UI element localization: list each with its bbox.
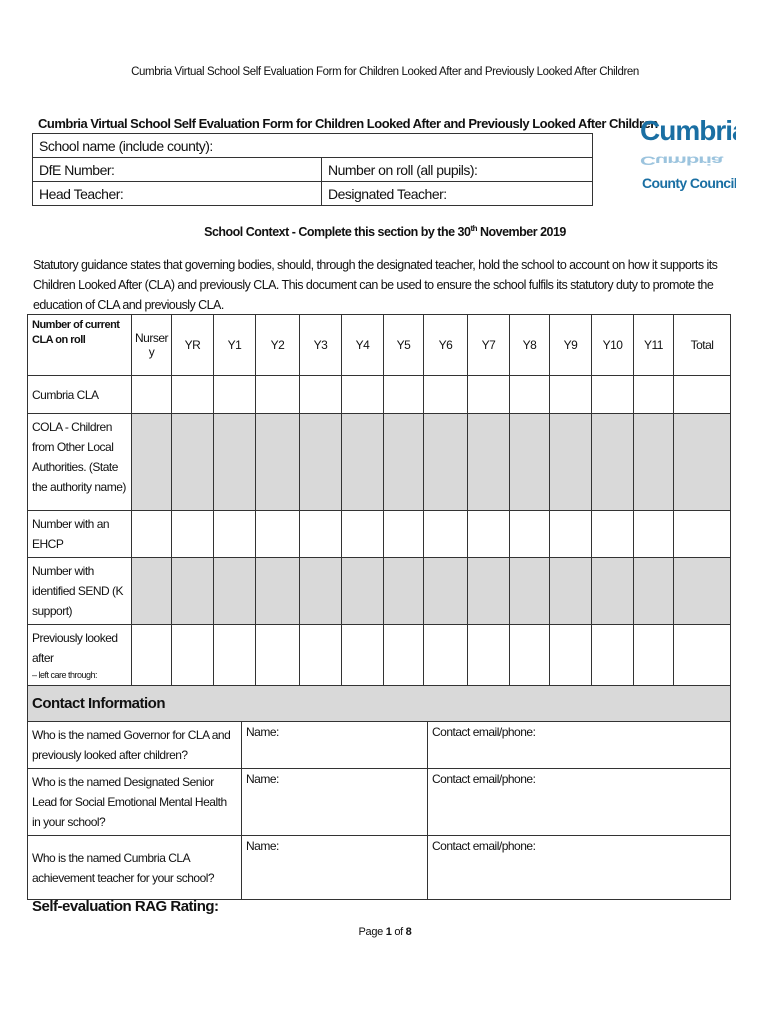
table-cell[interactable] [214, 511, 256, 558]
table-cell[interactable] [674, 558, 731, 625]
school-name-field[interactable]: School name (include county): [33, 134, 593, 158]
school-context-heading [0, 224, 770, 239]
contact-information-heading: Contact Information [28, 686, 731, 722]
table-cell[interactable] [634, 558, 674, 625]
table-cell[interactable] [342, 511, 384, 558]
table-cell[interactable] [214, 414, 256, 511]
governor-contact-field[interactable]: Contact email/phone: [428, 722, 731, 769]
row-label-send: Number with identified SEND (K support) [28, 558, 132, 625]
table-cell[interactable] [214, 376, 256, 414]
col-header: Y6 [424, 315, 468, 376]
table-cell[interactable] [550, 558, 592, 625]
col-header: Y7 [468, 315, 510, 376]
logo-reflection: Cumbria [640, 153, 723, 168]
table-cell[interactable] [214, 558, 256, 625]
dfe-number-field[interactable]: DfE Number: [33, 158, 322, 182]
table-cell[interactable] [132, 558, 172, 625]
logo-subtitle: County Council [642, 175, 736, 191]
table-cell[interactable] [550, 414, 592, 511]
running-header: Cumbria Virtual School Self Evaluation Form for Children Looked After and Previously Looked After Children [131, 66, 639, 78]
table-cell[interactable] [172, 376, 214, 414]
table-cell[interactable] [256, 511, 300, 558]
table-cell[interactable] [384, 558, 424, 625]
table-cell[interactable] [634, 511, 674, 558]
col-header: YR [172, 315, 214, 376]
table-cell[interactable] [424, 558, 468, 625]
table-cell[interactable] [550, 511, 592, 558]
col-header: Y11 [634, 315, 674, 376]
row-ehcp [28, 511, 731, 558]
table-cell[interactable] [132, 376, 172, 414]
table-cell[interactable] [342, 414, 384, 511]
table-cell[interactable] [592, 414, 634, 511]
table-cell[interactable] [634, 376, 674, 414]
number-on-roll-field[interactable]: Number on roll (all pupils): [322, 158, 593, 182]
achievement-teacher-contact-field[interactable]: Contact email/phone: [428, 836, 731, 900]
achievement-teacher-name-field[interactable]: Name: [242, 836, 428, 900]
col-header: Y2 [256, 315, 300, 376]
table-cell[interactable] [424, 376, 468, 414]
roll-table-header-row [28, 315, 731, 376]
plac-main-label: Previously looked after [32, 631, 118, 665]
table-cell[interactable] [510, 511, 550, 558]
col-header: Y9 [550, 315, 592, 376]
question-dsl-semh: Who is the named Designated Senior Lead for Social Emotional Mental Health in your school? [28, 769, 242, 836]
table-cell[interactable] [172, 558, 214, 625]
row-label-cola: COLA - Children from Other Local Authorities. (State the authority name) [28, 414, 132, 511]
col-header: Y1 [214, 315, 256, 376]
row-label-ehcp: Number with an EHCP [28, 511, 132, 558]
table-cell[interactable] [674, 376, 731, 414]
cla-roll-table [27, 314, 731, 700]
row-cola [28, 414, 731, 511]
governor-name-field[interactable]: Name: [242, 722, 428, 769]
col-header: Y10 [592, 315, 634, 376]
question-governor: Who is the named Governor for CLA and previously looked after children? [28, 722, 242, 769]
table-cell[interactable] [384, 414, 424, 511]
row-send [28, 558, 731, 625]
table-cell[interactable] [510, 376, 550, 414]
table-cell[interactable] [132, 511, 172, 558]
table-cell[interactable] [172, 511, 214, 558]
table-cell[interactable] [342, 376, 384, 414]
form-title: Cumbria Virtual School Self Evaluation Form for Children Looked After and Previously Looked After Children [38, 116, 658, 131]
table-cell[interactable] [468, 414, 510, 511]
table-cell[interactable] [674, 414, 731, 511]
table-cell[interactable] [172, 414, 214, 511]
page-current: 1 [385, 926, 392, 938]
table-cell[interactable] [424, 414, 468, 511]
table-cell[interactable] [510, 414, 550, 511]
contact-row-achievement-teacher [28, 836, 731, 900]
table-cell[interactable] [592, 558, 634, 625]
statutory-guidance-text: Statutory guidance states that governing bodies, should, through the designated teacher, hold the school to account on how it supports its Children Looked After (CLA) and previously CLA. This document can be used to ensure the school fulfils its statutory duty to promote the education of CLA and previously CLA. [33, 258, 718, 312]
roll-header-label: Number of current CLA on roll [28, 315, 132, 376]
contact-row-governor [28, 722, 731, 769]
col-header: Y8 [510, 315, 550, 376]
col-header: Y5 [384, 315, 424, 376]
table-cell[interactable] [256, 376, 300, 414]
table-cell[interactable] [468, 511, 510, 558]
table-cell[interactable] [468, 376, 510, 414]
table-cell[interactable] [300, 414, 342, 511]
col-header: Total [674, 315, 731, 376]
col-header: Nursery [132, 315, 172, 376]
table-cell[interactable] [384, 376, 424, 414]
table-cell[interactable] [550, 376, 592, 414]
page-of: of [391, 926, 406, 938]
table-cell[interactable] [674, 511, 731, 558]
table-cell[interactable] [592, 376, 634, 414]
school-info-table [32, 133, 593, 206]
contact-information-table [27, 685, 731, 900]
table-cell[interactable] [634, 414, 674, 511]
row-label-cumbria-cla: Cumbria CLA [28, 376, 132, 414]
col-header: Y3 [300, 315, 342, 376]
table-cell[interactable] [592, 511, 634, 558]
page-prefix: Page [358, 926, 386, 938]
table-cell[interactable] [300, 558, 342, 625]
table-cell[interactable] [132, 414, 172, 511]
page-number [0, 926, 770, 938]
dsl-contact-field[interactable]: Contact email/phone: [428, 769, 731, 836]
page-total: 8 [405, 926, 412, 938]
cumbria-county-council-logo [636, 108, 736, 198]
row-cumbria-cla [28, 376, 731, 414]
table-cell[interactable] [256, 414, 300, 511]
table-cell[interactable] [256, 558, 300, 625]
contact-row-dsl-semh [28, 769, 731, 836]
rag-rating-heading: Self-evaluation RAG Rating: [32, 898, 219, 915]
context-heading-date: November 2019 [477, 225, 566, 240]
table-cell[interactable] [468, 558, 510, 625]
context-heading-sup: th [470, 224, 477, 233]
question-achievement-teacher: Who is the named Cumbria CLA achievement teacher for your school? [28, 836, 242, 900]
table-cell[interactable] [424, 511, 468, 558]
logo-graphic [636, 108, 736, 198]
head-teacher-field[interactable]: Head Teacher: [33, 182, 322, 206]
dsl-name-field[interactable]: Name: [242, 769, 428, 836]
table-cell[interactable] [384, 511, 424, 558]
table-cell[interactable] [510, 558, 550, 625]
logo-wordmark: Cumbria [640, 115, 736, 146]
plac-detail-label: – left care through: [32, 670, 98, 680]
col-header: Y4 [342, 315, 384, 376]
designated-teacher-field[interactable]: Designated Teacher: [322, 182, 593, 206]
table-cell[interactable] [300, 376, 342, 414]
context-heading-text: School Context - Complete this section by the 30 [204, 225, 471, 240]
table-cell[interactable] [300, 511, 342, 558]
table-cell[interactable] [342, 558, 384, 625]
